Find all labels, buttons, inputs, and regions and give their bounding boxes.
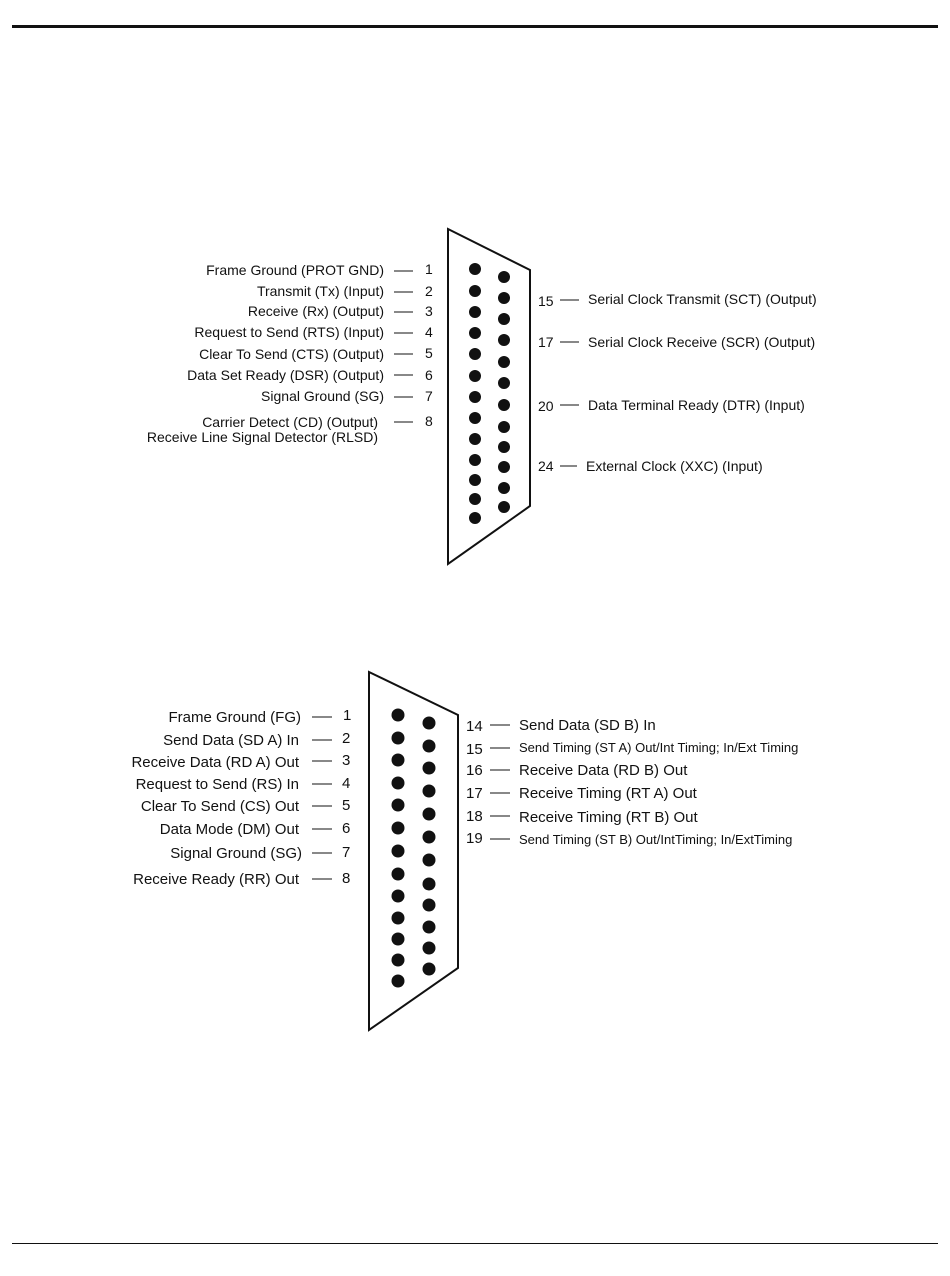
connector-a-shell xyxy=(448,229,530,564)
bottom-rule xyxy=(12,1243,938,1244)
pin-label: Carrier Detect (CD) (Output) xyxy=(202,414,378,430)
connector-b-left-leaders xyxy=(312,717,332,879)
pin-dot xyxy=(423,808,436,821)
pin-dot xyxy=(423,762,436,775)
pin-dot xyxy=(469,391,481,403)
pin-number: 3 xyxy=(342,752,351,769)
pin-number: 6 xyxy=(425,367,433,383)
connector-a-left-numbers xyxy=(425,261,433,429)
pin-number: 15 xyxy=(466,741,483,758)
pin-number: 8 xyxy=(342,870,351,887)
pin-dot xyxy=(498,399,510,411)
pin-number: 17 xyxy=(466,785,483,802)
pin-dot xyxy=(423,942,436,955)
pin-number: 5 xyxy=(425,345,433,361)
pin-dot xyxy=(423,899,436,912)
pin-dot xyxy=(423,717,436,730)
pin-label: Receive Timing (RT A) Out xyxy=(519,785,697,802)
pin-dot xyxy=(392,933,405,946)
pin-dot xyxy=(498,356,510,368)
pin-dot xyxy=(469,474,481,486)
pin-label: Serial Clock Receive (SCR) (Output) xyxy=(588,334,816,350)
pin-dot xyxy=(469,285,481,297)
pin-dot xyxy=(392,975,405,988)
connector-b-right-leaders xyxy=(490,725,510,839)
pin-label: Frame Ground (FG) xyxy=(168,709,301,726)
pin-number: 5 xyxy=(342,797,351,814)
pin-dot xyxy=(423,921,436,934)
pin-label: Frame Ground (PROT GND) xyxy=(206,262,384,278)
pin-number: 19 xyxy=(466,830,483,847)
pin-dot xyxy=(392,732,405,745)
pin-label: Serial Clock Transmit (SCT) (Output) xyxy=(588,291,817,307)
pin-number: 1 xyxy=(425,261,433,277)
pin-number: 24 xyxy=(538,458,554,474)
pin-dot xyxy=(498,421,510,433)
pin-label: Send Timing (ST A) Out/Int Timing; In/Ext Timing xyxy=(519,740,799,755)
pin-number: 6 xyxy=(342,820,351,837)
pin-dot xyxy=(469,512,481,524)
connector-b-right-labels xyxy=(519,717,798,847)
pin-dot xyxy=(498,501,510,513)
pin-dot xyxy=(498,334,510,346)
pin-dot xyxy=(469,327,481,339)
pin-number: 4 xyxy=(342,775,351,792)
pin-dot xyxy=(469,454,481,466)
pin-dot xyxy=(498,313,510,325)
pin-label: Data Mode (DM) Out xyxy=(159,821,299,838)
pin-label: Clear To Send (CS) Out xyxy=(140,798,299,815)
pin-dot xyxy=(392,799,405,812)
pin-number: 1 xyxy=(343,707,352,724)
pin-label: Request to Send (RTS) (Input) xyxy=(194,324,384,340)
pin-dot xyxy=(392,822,405,835)
connector-b-shell xyxy=(369,672,458,1030)
pin-label: Transmit (Tx) (Input) xyxy=(256,283,384,299)
pin-dot xyxy=(423,740,436,753)
pin-number: 2 xyxy=(342,730,351,747)
pin-label: Request to Send (RS) In xyxy=(135,776,299,793)
connector-a-right-labels xyxy=(538,291,817,474)
pin-dot xyxy=(469,433,481,445)
pin-dot xyxy=(392,912,405,925)
pin-dot xyxy=(423,831,436,844)
pin-dot xyxy=(469,370,481,382)
pin-dot xyxy=(469,493,481,505)
connector-a-pin-dots xyxy=(469,263,510,524)
pin-number: 8 xyxy=(425,413,433,429)
pin-dot xyxy=(392,954,405,967)
connector-b-left-labels xyxy=(131,709,302,888)
pin-number: 7 xyxy=(425,388,433,404)
pin-label: Data Terminal Ready (DTR) (Input) xyxy=(588,397,805,413)
connector-a xyxy=(147,229,817,564)
pin-label: Receive Timing (RT B) Out xyxy=(519,809,698,826)
pin-number: 20 xyxy=(538,398,554,414)
pin-dot xyxy=(498,271,510,283)
pin-dot xyxy=(469,412,481,424)
pin-number: 15 xyxy=(538,293,554,309)
pin-label: Send Data (SD B) In xyxy=(519,717,656,734)
pin-label: Receive (Rx) (Output) xyxy=(247,303,384,319)
pin-dot xyxy=(498,292,510,304)
connector-b-pin-dots xyxy=(392,709,436,988)
pin-label: External Clock (XXC) (Input) xyxy=(586,458,763,474)
pin-dot xyxy=(423,878,436,891)
pin-dot xyxy=(392,890,405,903)
pin-number: 7 xyxy=(342,844,351,861)
pin-label: Send Data (SD A) In xyxy=(163,732,299,749)
pin-dot xyxy=(392,777,405,790)
pin-number: 17 xyxy=(538,334,554,350)
pin-dot xyxy=(498,441,510,453)
pin-label: Send Timing (ST B) Out/IntTiming; In/ExtTiming xyxy=(519,832,793,847)
pin-number: 4 xyxy=(425,324,433,340)
pin-dot xyxy=(392,754,405,767)
pin-dot xyxy=(392,709,405,722)
connector-b-left-numbers xyxy=(342,707,351,887)
pin-number: 18 xyxy=(466,808,483,825)
pin-label: Signal Ground (SG) xyxy=(261,388,384,404)
pin-number: 2 xyxy=(425,283,433,299)
pin-dot xyxy=(392,868,405,881)
connector-a-left-labels xyxy=(147,262,384,445)
pin-label: Data Set Ready (DSR) (Output) xyxy=(187,367,384,383)
pin-label: Clear To Send (CTS) (Output) xyxy=(199,346,384,362)
pin-dot xyxy=(423,854,436,867)
pin-dot xyxy=(469,306,481,318)
connector-a-right-leaders xyxy=(560,300,579,466)
pin-dot xyxy=(498,461,510,473)
pin-dot xyxy=(498,377,510,389)
connector-b xyxy=(131,672,798,1030)
pin-dot xyxy=(498,482,510,494)
pin-number: 3 xyxy=(425,303,433,319)
connector-a-left-leaders xyxy=(394,271,413,422)
connector-b-right-numbers xyxy=(466,718,483,847)
pin-dot xyxy=(423,785,436,798)
pin-dot xyxy=(392,845,405,858)
pin-label: Receive Data (RD B) Out xyxy=(519,762,688,779)
pin-label: Signal Ground (SG) xyxy=(170,845,302,862)
pin-number: 14 xyxy=(466,718,483,735)
pin-label-secondary: Receive Line Signal Detector (RLSD) xyxy=(146,429,378,445)
pin-dot xyxy=(469,263,481,275)
pin-label: Receive Data (RD A) Out xyxy=(131,754,299,771)
pin-label: Receive Ready (RR) Out xyxy=(133,871,299,888)
pin-dot xyxy=(423,963,436,976)
pin-number: 16 xyxy=(466,762,483,779)
pin-dot xyxy=(469,348,481,360)
